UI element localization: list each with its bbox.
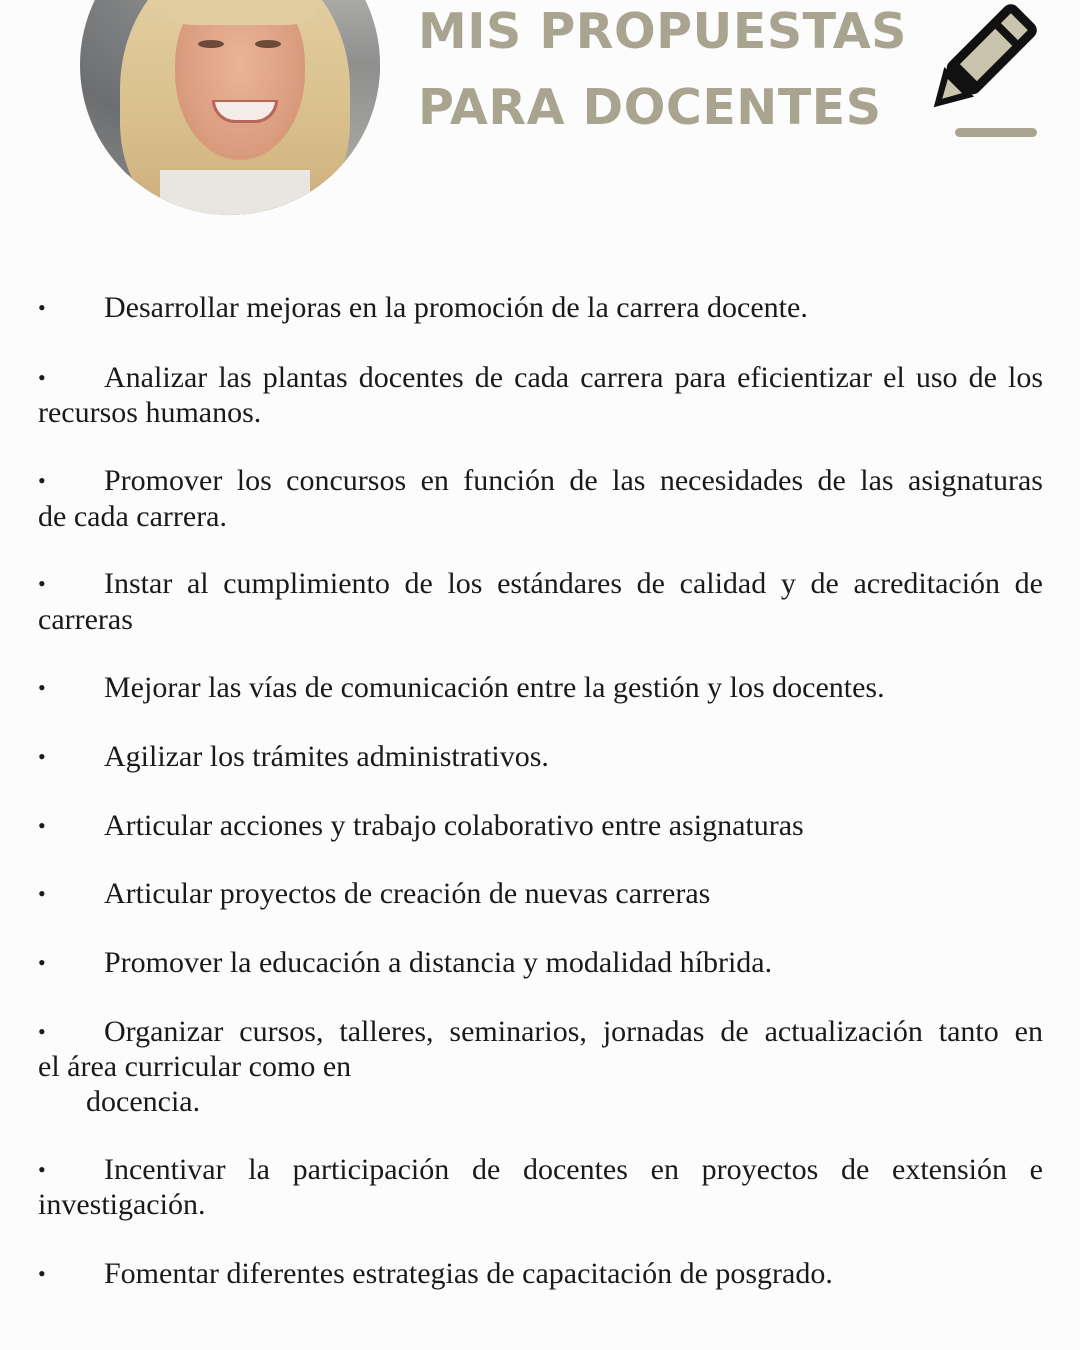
proposal-text: docencia. xyxy=(86,1085,201,1118)
proposal-text: Articular proyectos de creación de nuevas carreras xyxy=(104,877,711,910)
proposal-item xyxy=(38,1256,1043,1291)
bullet-icon: • xyxy=(38,881,46,906)
proposal-text: Organizar cursos, talleres, seminarios, jornadas de actualización tanto en xyxy=(104,1015,1043,1048)
bullet-icon: • xyxy=(38,365,46,390)
bullet-icon: • xyxy=(38,744,46,769)
proposal-continuation xyxy=(38,395,1043,430)
proposal-text: Analizar las plantas docentes de cada carrera para eficientizar el uso de los xyxy=(104,361,1043,394)
proposal-text: Agilizar los trámites administrativos. xyxy=(104,740,549,773)
proposal-item xyxy=(38,876,1043,911)
proposal-continuation xyxy=(38,1049,1043,1084)
proposal-item xyxy=(38,670,1043,705)
proposal-text: carreras xyxy=(38,603,133,636)
proposal-text: Fomentar diferentes estrategias de capacitación de posgrado. xyxy=(104,1257,833,1290)
proposal-continuation xyxy=(38,602,1043,637)
proposal-continuation xyxy=(38,499,1043,534)
proposal-text: recursos humanos. xyxy=(38,396,262,429)
proposal-continuation xyxy=(86,1084,986,1119)
proposal-item xyxy=(38,739,1043,774)
bullet-icon: • xyxy=(38,1019,46,1044)
proposal-text: Promover la educación a distancia y modalidad híbrida. xyxy=(104,946,773,979)
proposal-text: Articular acciones y trabajo colaborativo entre asignaturas xyxy=(104,809,804,842)
bullet-icon: • xyxy=(38,1157,46,1182)
bullet-icon: • xyxy=(38,468,46,493)
proposal-item xyxy=(38,290,1043,325)
proposal-item xyxy=(38,945,1043,980)
bullet-icon: • xyxy=(38,813,46,838)
proposal-text: el área curricular como en xyxy=(38,1050,352,1083)
proposal-text: Mejorar las vías de comunicación entre la gestión y los docentes. xyxy=(104,671,885,704)
proposal-text: Desarrollar mejoras en la promoción de la carrera docente. xyxy=(104,291,808,324)
bullet-icon: • xyxy=(38,571,46,596)
bullet-icon: • xyxy=(38,295,46,320)
proposal-text: de cada carrera. xyxy=(38,500,227,533)
proposal-item xyxy=(38,808,1043,843)
pencil-underline xyxy=(955,128,1037,137)
title-line-1: MIS PROPUESTAS xyxy=(418,3,907,60)
bullet-icon: • xyxy=(38,675,46,700)
pencil-icon xyxy=(918,2,1040,122)
title-line-2: PARA DOCENTES xyxy=(418,79,882,136)
proposal-item xyxy=(38,566,1043,601)
candidate-photo xyxy=(80,0,380,215)
proposal-item xyxy=(38,1152,1043,1187)
proposal-item xyxy=(38,463,1043,498)
bullet-icon: • xyxy=(38,1261,46,1286)
proposal-continuation xyxy=(38,1187,1043,1222)
proposal-item xyxy=(38,360,1043,395)
proposal-text: Promover los concursos en función de las necesidades de las asignaturas xyxy=(104,464,1043,497)
proposal-text: investigación. xyxy=(38,1188,206,1221)
proposal-text: Instar al cumplimiento de los estándares de calidad y de acreditación de xyxy=(104,567,1043,600)
page-title xyxy=(418,0,907,146)
proposal-text: Incentivar la participación de docentes en proyectos de extensión e xyxy=(104,1153,1043,1186)
bullet-icon: • xyxy=(38,950,46,975)
proposal-item xyxy=(38,1014,1043,1049)
